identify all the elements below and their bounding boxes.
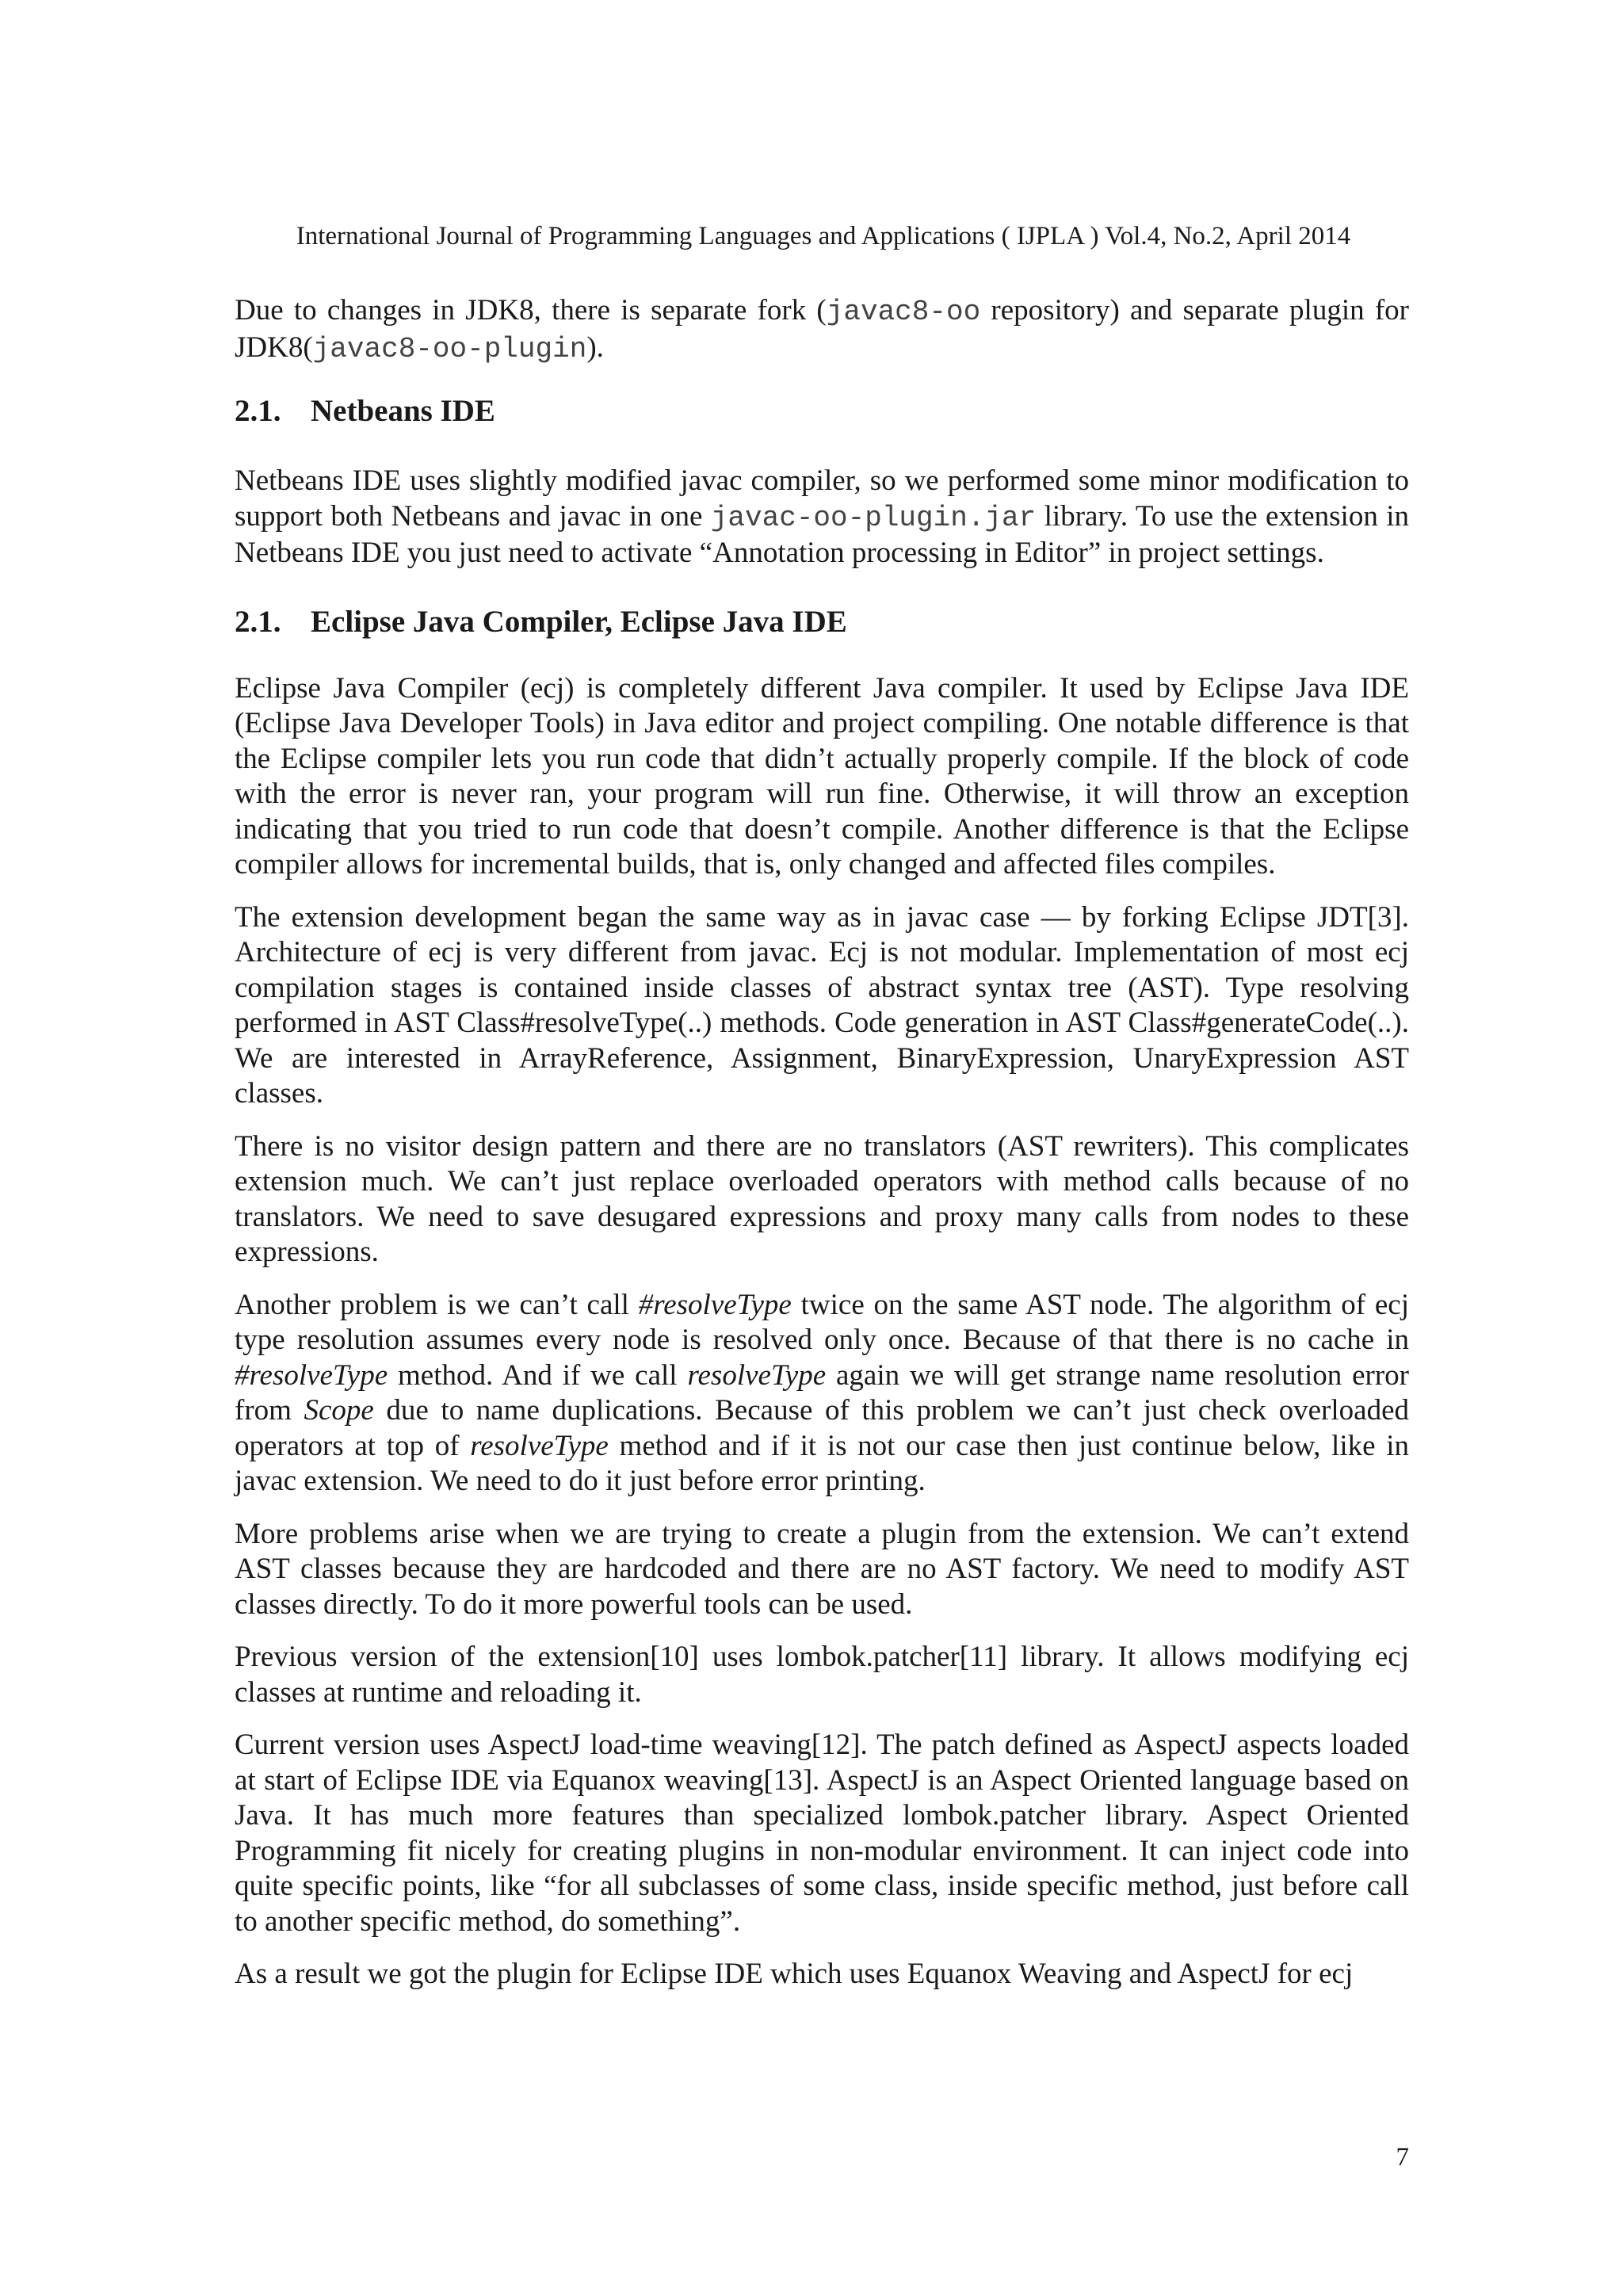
intro-text-1: Due to changes in JDK8, there is separate fork ( bbox=[235, 294, 827, 327]
netbeans-code-jar: javac-oo-plugin.jar bbox=[710, 501, 1037, 534]
paragraph-visitor-pattern: There is no visitor design pattern and there are no translators (AST rewriters). This complicates extension much. We can’t just replace overloaded operators with method calls because of no translators. We need to save desugared expressions and proxy many calls from nodes to these expressions. bbox=[235, 1129, 1409, 1268]
intro-text-3: ). bbox=[586, 330, 604, 364]
paragraph-extension-development: The extension development began the same way as in javac case — by forking Eclipse JDT[3]. Architecture of ecj is very different from javac. Ecj is not modular. Implementation of most ecj compilation stages is contained inside classes of abstract syntax tree (AST). Type resolving performed in AST Class#resolveType(..) methods. Code generation in AST Class#generateCode(..). We are interested in ArrayReference, Assignment, BinaryExpression, UnaryExpression AST classes. bbox=[235, 900, 1409, 1110]
text-run: due to name duplications. Because of this problem we can’t just check overloaded operators at top of bbox=[235, 1394, 1409, 1462]
page-body bbox=[235, 293, 1409, 2010]
text-run: Another problem is we can’t call bbox=[235, 1288, 639, 1321]
section-number: 2.1. bbox=[235, 394, 281, 428]
netbeans-text-1: Netbeans IDE uses slightly modified javac compiler, so we performed some minor modification to support both Netbeans and javac in one bbox=[235, 464, 1409, 533]
paragraph-ecj-intro: Eclipse Java Compiler (ecj) is completely different Java compiler. It used by Eclipse Java IDE (Eclipse Java Developer Tools) in Java editor and project compiling. One notable difference is that the Eclipse compiler lets you run code that didn’t actually properly compile. If the block of code with the error is never ran, your program will run fine. Otherwise, it will throw an exception indicating that you tried to run code that doesn’t compile. Another difference is that the Eclipse compiler allows for incremental builds, that is, only changed and affected files compiles. bbox=[235, 671, 1409, 881]
netbeans-paragraph bbox=[235, 464, 1409, 571]
italic-term: resolveType bbox=[470, 1429, 609, 1462]
paragraph-resolve-type bbox=[235, 1288, 1409, 1499]
italic-term: #resolveType bbox=[638, 1288, 792, 1321]
intro-code-repo: javac8-oo bbox=[826, 296, 981, 328]
text-run: again we will get strange name resolution error from bbox=[235, 1358, 1409, 1427]
text-run: method and if it is not our case then just continue below, like in javac extension. We need to do it just before error printing. bbox=[235, 1429, 1409, 1497]
page-number: 7 bbox=[1396, 2143, 1409, 2172]
running-head: International Journal of Programming Languages and Applications ( IJPLA ) Vol.4, No.2, April 2014 bbox=[296, 222, 1351, 250]
intro-code-plugin: javac8-oo-plugin bbox=[312, 332, 587, 365]
italic-term: #resolveType bbox=[235, 1358, 388, 1392]
section-number: 2.1. bbox=[235, 604, 281, 639]
paragraph-previous-version: Previous version of the extension[10] uses lombok.patcher[11] library. It allows modifying ecj classes at runtime and reloading it. bbox=[235, 1641, 1409, 1709]
italic-term: resolveType bbox=[687, 1358, 827, 1392]
paragraph-result: As a result we got the plugin for Eclipse IDE which uses Equanox Weaving and AspectJ for ecj bbox=[235, 1958, 1354, 1990]
intro-paragraph bbox=[235, 293, 1409, 367]
text-run: method. And if we call bbox=[388, 1358, 688, 1392]
paragraph-current-version: Current version uses AspectJ load-time weaving[12]. The patch defined as AspectJ aspects loaded at start of Eclipse IDE via Equanox weaving[13]. AspectJ is an Aspect Oriented language based on Java. It has much more features than specialized lombok.patcher library. Aspect Oriented Programming fit nicely for creating plugins in non-modular environment. It can inject code into quite specific points, like “for all subclasses of some class, inside specific method, just before call to another specific method, do something”. bbox=[235, 1729, 1409, 1938]
section-heading-eclipse bbox=[235, 605, 1409, 640]
section-title: Netbeans IDE bbox=[311, 394, 495, 428]
text-run: twice on the same AST node. The algorithm of ecj type resolution assumes every node is resolved only once. Because of that there is no cache in bbox=[235, 1288, 1409, 1356]
section-title: Eclipse Java Compiler, Eclipse Java IDE bbox=[311, 604, 847, 639]
intro-text-2: repository) and separate plugin for JDK8( bbox=[235, 294, 1409, 364]
paragraph-plugin-problems: More problems arise when we are trying to create a plugin from the extension. We can’t extend AST classes because they are hardcoded and there are no AST factory. We need to modify AST classes directly. To do it more powerful tools can be used. bbox=[235, 1517, 1409, 1621]
netbeans-text-2: library. To use the extension in Netbeans IDE you just need to activate “Annotation processing in Editor” in project settings. bbox=[235, 499, 1409, 569]
section-heading-netbeans bbox=[235, 394, 1409, 429]
italic-term: Scope bbox=[304, 1394, 374, 1427]
